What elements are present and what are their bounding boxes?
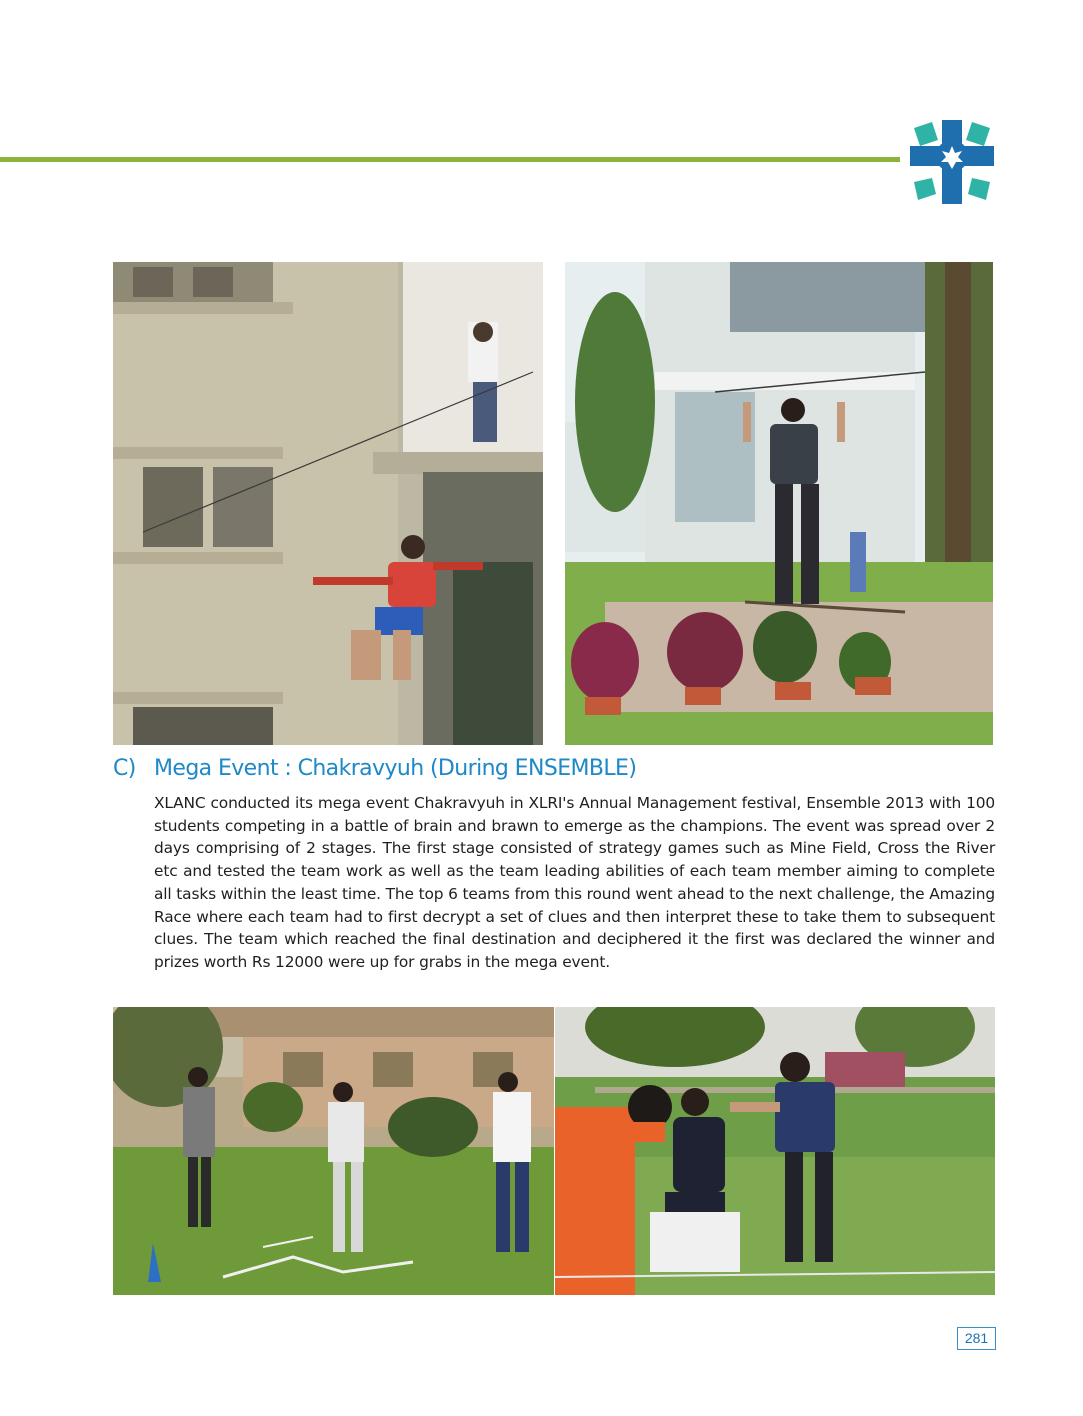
section-body: XLANC conducted its mega event Chakravyuh in XLRI's Annual Management festival, Ensemble 2013 with 100 students competing in a battle of brain and brawn to emerge as the champions. The event was spread over 2 days comprising of 2 stages. The first stage consisted of strategy games such as Mine Field, Cross the River etc and tested the team work as well as the team leading abilities of each team member aiming to complete all tasks within the least time. The top 6 teams from this round went ahead to the next challenge, the Amazing Race where each team had to first decrypt a set of clues and then interpret these to take them to subsequent clues. The team which reached the final destination and deciphered it the first was declared the winner and prizes worth Rs 12000 were up for grabs in the mega event. bbox=[154, 794, 995, 971]
section-title: Mega Event : Chakravyuh (During ENSEMBLE) bbox=[154, 756, 637, 781]
photo-rope-crossing bbox=[565, 262, 993, 745]
page-number: 281 bbox=[957, 1327, 996, 1350]
header-rule bbox=[0, 157, 900, 162]
photo-zipline bbox=[113, 262, 543, 745]
photo-team-activity bbox=[555, 1007, 995, 1295]
institute-logo bbox=[908, 118, 996, 206]
section-marker: C) bbox=[113, 756, 136, 781]
photo-mine-field bbox=[113, 1007, 554, 1295]
section-heading bbox=[113, 756, 1003, 786]
